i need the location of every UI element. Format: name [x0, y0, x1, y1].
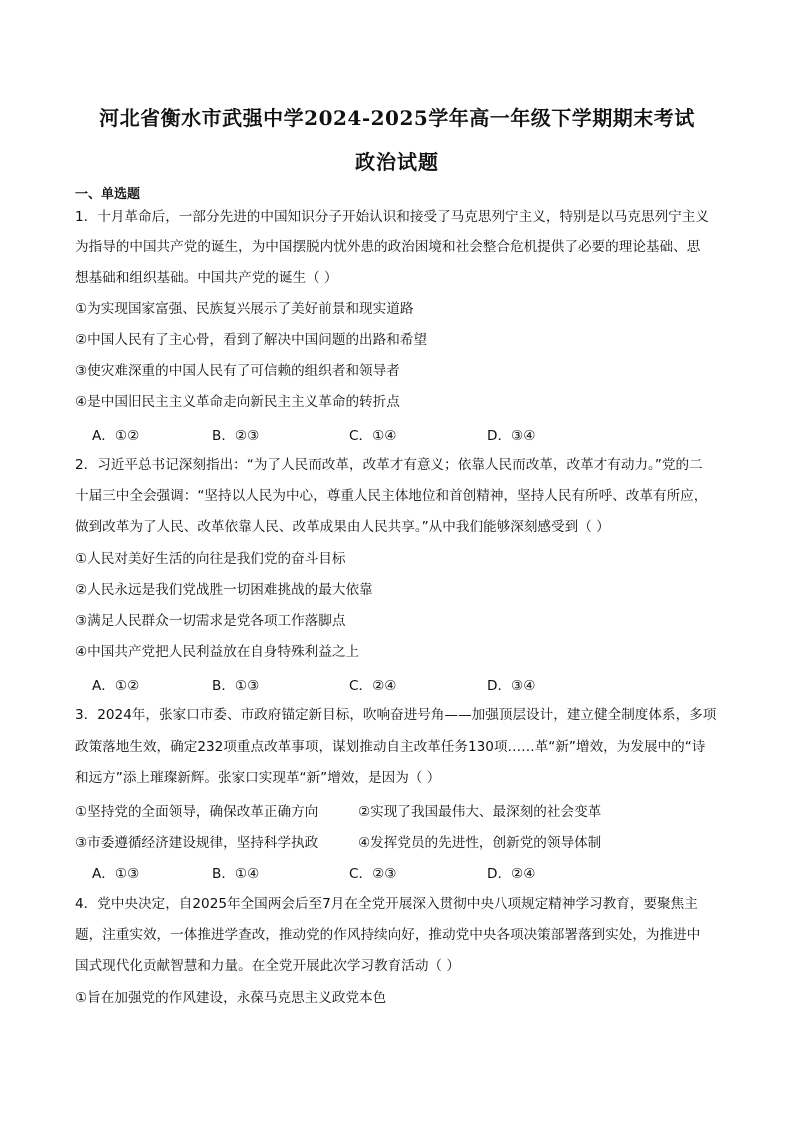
q2-item: ②人民永远是我们党战胜一切困难挑战的最大依靠: [75, 582, 373, 598]
q3-stem-line: 和远方”添上璀璨新辉。张家口实现革“新”增效，是因为（ ）: [75, 770, 441, 786]
q3-stem-line: 3．2024年，张家口市委、市政府锚定新目标，吹响奋进号角——加强顶层设计，建立健全制度体系，多项: [75, 707, 717, 723]
q1-item: ①为实现国家富强、民族复兴展示了美好前景和现实道路: [75, 301, 414, 317]
option-b[interactable]: B．①④: [212, 866, 260, 882]
q3-items-row: [75, 800, 735, 820]
q3-options: [92, 862, 732, 882]
q2-stem-line: 做到改革为了人民、改革依靠人民、改革成果由人民共享。”从中我们能够深刻感受到（ ）: [75, 519, 610, 535]
q2-stem-line: 2．习近平总书记深刻指出：“为了人民而改革，改革才有意义；依靠人民而改革，改革才有动力。”党的二: [75, 457, 703, 473]
option-a[interactable]: A．①②: [92, 678, 140, 694]
q1-item: ④是中国旧民主主义革命走向新民主主义革命的转折点: [75, 394, 400, 410]
q3-item: ①坚持党的全面领导，确保改革正确方向: [75, 804, 319, 820]
q2-item: ①人民对美好生活的向往是我们党的奋斗目标: [75, 551, 346, 567]
q3-stem-line: 政策落地生效，确定232项重点改革事项，谋划推动自主改革任务130项……革“新”增效，为发展中的“诗: [75, 739, 706, 755]
q3-item: ④发挥党员的先进性，创新党的领导体制: [358, 835, 602, 851]
option-c[interactable]: C．①④: [349, 428, 397, 444]
q2-stem-line: 十届三中全会强调：“坚持以人民为中心，尊重人民主体地位和首创精神，坚持人民有所呼、改革有所应，: [75, 488, 708, 504]
q1-options: [92, 424, 732, 444]
exam-subtitle: 政治试题: [355, 150, 439, 174]
q2-item: ④中国共产党把人民利益放在自身特殊利益之上: [75, 644, 360, 660]
option-a[interactable]: A．①②: [92, 428, 140, 444]
exam-title: 河北省衡水市武强中学2024-2025学年高一年级下学期期末考试: [99, 106, 695, 130]
option-b[interactable]: B．①③: [212, 678, 260, 694]
q1-stem-line: 1．十月革命后，一部分先进的中国知识分子开始认识和接受了马克思列宁主义，特别是以马克思列宁主义: [75, 209, 709, 225]
option-c[interactable]: C．②③: [349, 866, 397, 882]
q3-item: ②实现了我国最伟大、最深刻的社会变革: [358, 804, 602, 820]
q2-options: [92, 674, 732, 694]
option-d[interactable]: D．③④: [487, 428, 536, 444]
option-c[interactable]: C．②④: [349, 678, 397, 694]
option-b[interactable]: B．②③: [212, 428, 260, 444]
q2-item: ③满足人民群众一切需求是党各项工作落脚点: [75, 613, 346, 629]
q1-stem-line: 为指导的中国共产党的诞生，为中国摆脱内忧外患的政治困境和社会整合危机提供了必要的理论基础、思: [75, 239, 701, 255]
q1-item: ②中国人民有了主心骨，看到了解决中国问题的出路和希望: [75, 332, 428, 348]
q1-stem-line: 想基础和组织基础。中国共产党的诞生（ ）: [75, 270, 338, 286]
q4-stem-line: 4．党中央决定，自2025年全国两会后至7月在全党开展深入贯彻中央八项规定精神学习教育，要聚焦主: [75, 896, 698, 912]
option-a[interactable]: A．①③: [92, 866, 140, 882]
option-d[interactable]: D．②④: [487, 866, 536, 882]
q4-stem-line: 国式现代化贡献智慧和力量。在全党开展此次学习教育活动（ ）: [75, 958, 460, 974]
q1-item: ③使灾难深重的中国人民有了可信赖的组织者和领导者: [75, 363, 400, 379]
q4-item: ①旨在加强党的作风建设，永葆马克思主义政党本色: [75, 990, 387, 1006]
section-heading: 一、单选题: [75, 187, 141, 202]
q3-item: ③市委遵循经济建设规律，坚持科学执政: [75, 835, 319, 851]
q3-items-row: [75, 831, 735, 851]
q4-stem-line: 题，注重实效，一体推进学查改，推动党的作风持续向好，推动党中央各项决策部署落到实处，为推进中: [75, 927, 701, 943]
option-d[interactable]: D．③④: [487, 678, 536, 694]
